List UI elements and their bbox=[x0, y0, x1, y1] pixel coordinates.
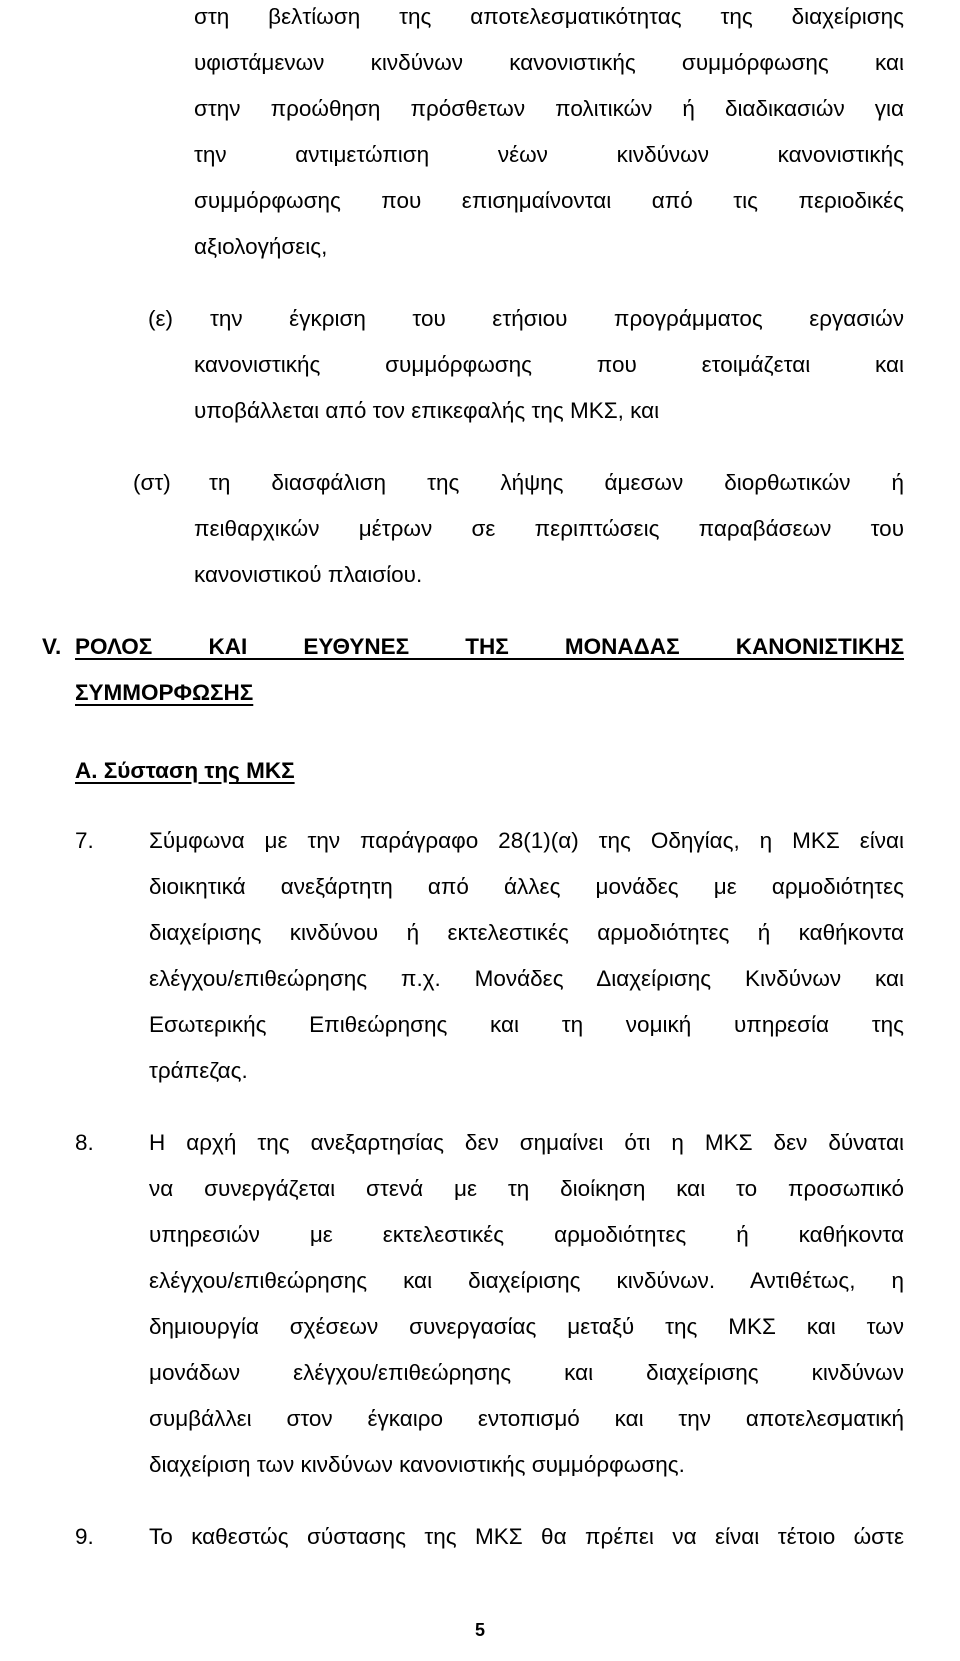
text-line: την έγκριση του ετήσιου προγράμματος εργασιών bbox=[210, 306, 904, 331]
list-item-label: (ε) bbox=[148, 306, 174, 331]
section-title: ΡΟΛΟΣ ΚΑΙ ΕΥΘΥΝΕΣ ΤΗΣ ΜΟΝΑΔΑΣ ΚΑΝΟΝΙΣΤΙΚΗΣ bbox=[75, 634, 904, 659]
paragraph-number: 8. bbox=[75, 1130, 94, 1155]
text-line: υποβάλλεται από τον επικεφαλής της ΜΚΣ, και bbox=[194, 398, 660, 423]
text-line: συμμόρφωσης που επισημαίνονται από τις περιοδικές bbox=[194, 188, 904, 213]
page-number: 5 bbox=[474, 1620, 485, 1640]
text-line: υπηρεσιών με εκτελεστικές αρμοδιότητες ή καθήκοντα bbox=[149, 1222, 904, 1247]
section-title: ΣΥΜΜΟΡΦΩΣΗΣ bbox=[75, 680, 254, 705]
text-line: τράπεζας. bbox=[149, 1058, 248, 1083]
text-line: να συνεργάζεται στενά με τη διοίκηση και το προσωπικό bbox=[149, 1176, 904, 1201]
text-line: αξιολογήσεις, bbox=[194, 234, 328, 259]
subsection-heading: Α. Σύσταση της ΜΚΣ bbox=[75, 758, 295, 783]
text-line: Το καθεστώς σύστασης της ΜΚΣ θα πρέπει να είναι τέτοιο ώστε bbox=[149, 1524, 904, 1549]
section-number: V. bbox=[42, 634, 62, 659]
text-line: την αντιμετώπιση νέων κινδύνων κανονιστικής bbox=[194, 142, 904, 167]
text-line: συμβάλλει στον έγκαιρο εντοπισμό και την αποτελεσματική bbox=[149, 1406, 904, 1431]
text-line: διαχείρισης κινδύνου ή εκτελεστικές αρμοδιότητες ή καθήκοντα bbox=[149, 920, 904, 945]
text-line: υφιστάμενων κινδύνων κανονιστικής συμμόρφωσης και bbox=[194, 50, 904, 75]
text-line: στη βελτίωση της αποτελεσματικότητας της διαχείρισης bbox=[194, 4, 904, 29]
text-line: στην προώθηση πρόσθετων πολιτικών ή διαδικασιών για bbox=[194, 96, 904, 121]
text-line: κανονιστικού πλαισίου. bbox=[194, 562, 423, 587]
text-line: Σύμφωνα με την παράγραφο 28(1)(α) της Οδηγίας, η ΜΚΣ είναι bbox=[149, 828, 904, 853]
text-line: ελέγχου/επιθεώρησης π.χ. Μονάδες Διαχείρισης Κινδύνων και bbox=[149, 966, 904, 991]
text-line: Εσωτερικής Επιθεώρησης και τη νομική υπηρεσία της bbox=[149, 1012, 904, 1037]
text-line: πειθαρχικών μέτρων σε περιπτώσεις παραβάσεων του bbox=[194, 516, 904, 541]
text-line: τη διασφάλιση της λήψης άμεσων διορθωτικών ή bbox=[209, 470, 904, 495]
text-line: Η αρχή της ανεξαρτησίας δεν σημαίνει ότι η ΜΚΣ δεν δύναται bbox=[149, 1130, 904, 1155]
text-line: διαχείριση των κινδύνων κανονιστικής συμμόρφωσης. bbox=[149, 1452, 685, 1477]
text-line: ελέγχου/επιθεώρησης και διαχείρισης κινδύνων. Αντιθέτως, η bbox=[149, 1268, 904, 1293]
text-line: κανονιστικής συμμόρφωσης που ετοιμάζεται και bbox=[194, 352, 904, 377]
text-line: μονάδων ελέγχου/επιθεώρησης και διαχείρισης κινδύνων bbox=[149, 1360, 904, 1385]
text-line: διοικητικά ανεξάρτητη από άλλες μονάδες με αρμοδιότητες bbox=[149, 874, 904, 899]
paragraph-number: 9. bbox=[75, 1524, 94, 1549]
list-item-label: (στ) bbox=[133, 470, 171, 495]
paragraph-number: 7. bbox=[75, 828, 94, 853]
text-line: δημιουργία σχέσεων συνεργασίας μεταξύ της ΜΚΣ και των bbox=[149, 1314, 904, 1339]
